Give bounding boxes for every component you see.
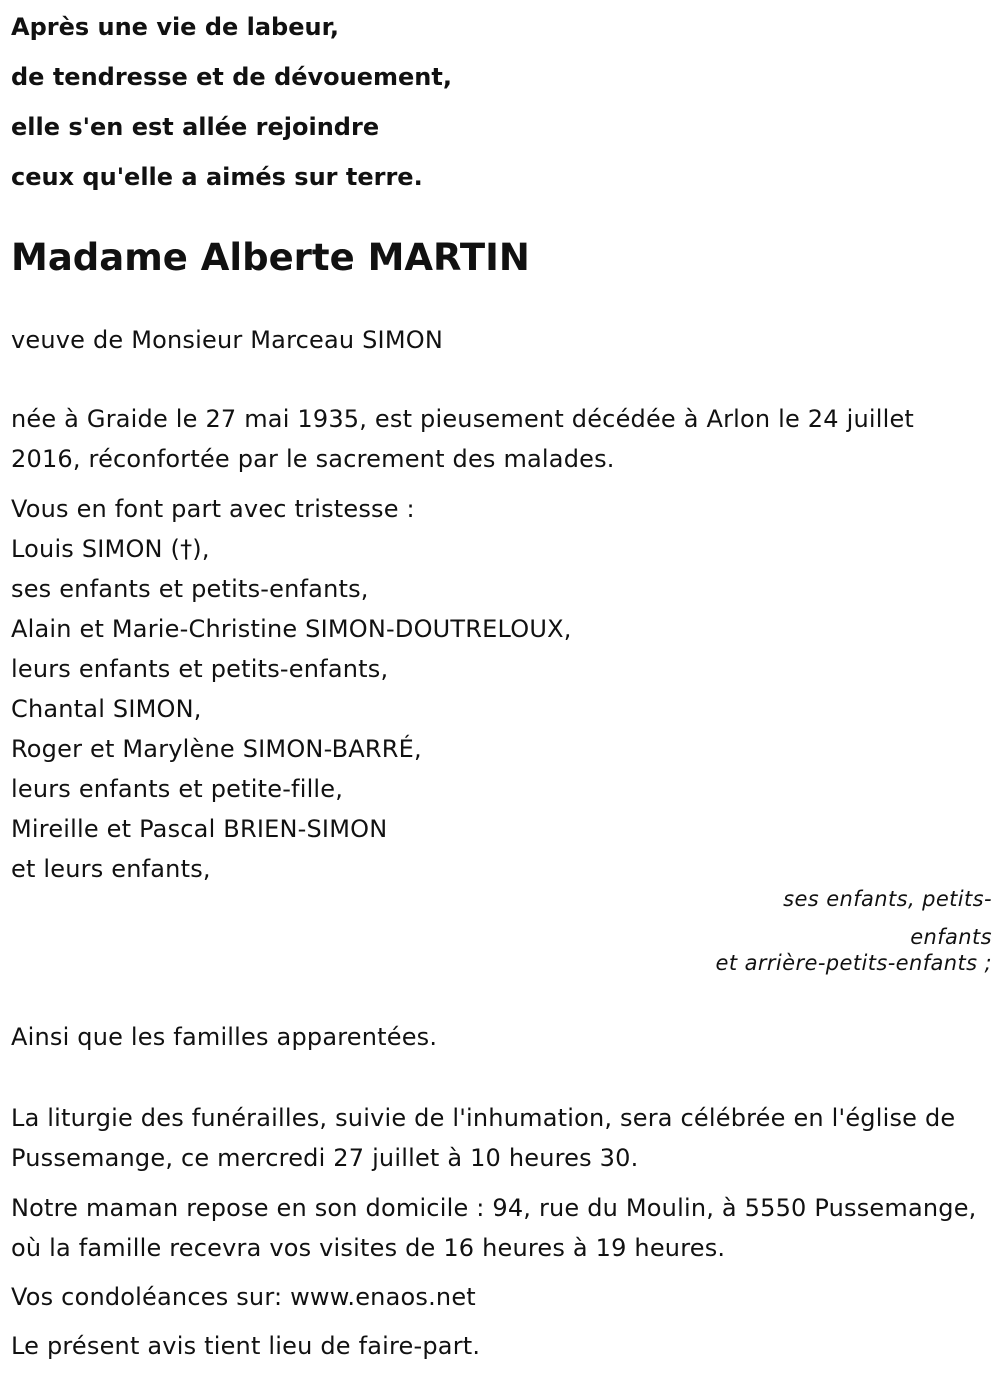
signature-line-1: ses enfants, petits-enfants <box>783 887 992 949</box>
family-list <box>11 489 991 889</box>
liturgy-paragraph: La liturgie des funérailles, suivie de l'inhumation, sera célébrée en l'église de Pussemange, ce mercredi 27 juillet à 10 heures 30. <box>11 1104 956 1172</box>
notice-line: Le présent avis tient lieu de faire-part. <box>11 1332 481 1360</box>
opening-verse <box>11 2 991 202</box>
family-line: Mireille et Pascal BRIEN-SIMON <box>11 815 388 843</box>
relatives-line: Ainsi que les familles apparentées. <box>11 1023 438 1051</box>
family-line: Chantal SIMON, <box>11 695 202 723</box>
family-line: et leurs enfants, <box>11 855 211 883</box>
family-intro: Vous en font part avec tristesse : <box>11 495 415 523</box>
repose-paragraph: Notre maman repose en son domicile : 94, rue du Moulin, à 5550 Pussemange, où la famille recevra vos visites de 16 heures à 19 heures. <box>11 1194 977 1262</box>
obituary-notice <box>11 0 991 889</box>
widow-of-line: veuve de Monsieur Marceau SIMON <box>11 326 443 354</box>
family-line: Louis SIMON (†), <box>11 535 210 563</box>
verse-line: elle s'en est allée rejoindre <box>11 113 380 141</box>
verse-line: ceux qu'elle a aimés sur terre. <box>11 163 423 191</box>
deceased-name: Madame Alberte MARTIN <box>11 236 530 279</box>
verse-line: de tendresse et de dévouement, <box>11 63 452 91</box>
condolences-line: Vos condoléances sur: www.enaos.net <box>11 1283 476 1311</box>
verse-line: Après une vie de labeur, <box>11 13 340 41</box>
signature-line-2: et arrière-petits-enfants ; <box>715 951 992 975</box>
birth-death-paragraph: née à Graide le 27 mai 1935, est pieusement décédée à Arlon le 24 juillet 2016, réconfortée par le sacrement des malades. <box>11 405 915 473</box>
family-line: ses enfants et petits-enfants, <box>11 575 369 603</box>
family-line: leurs enfants et petite-fille, <box>11 775 344 803</box>
family-line: leurs enfants et petits-enfants, <box>11 655 389 683</box>
family-line: Roger et Marylène SIMON-BARRÉ, <box>11 735 422 763</box>
family-line: Alain et Marie-Christine SIMON-DOUTRELOUX, <box>11 615 572 643</box>
